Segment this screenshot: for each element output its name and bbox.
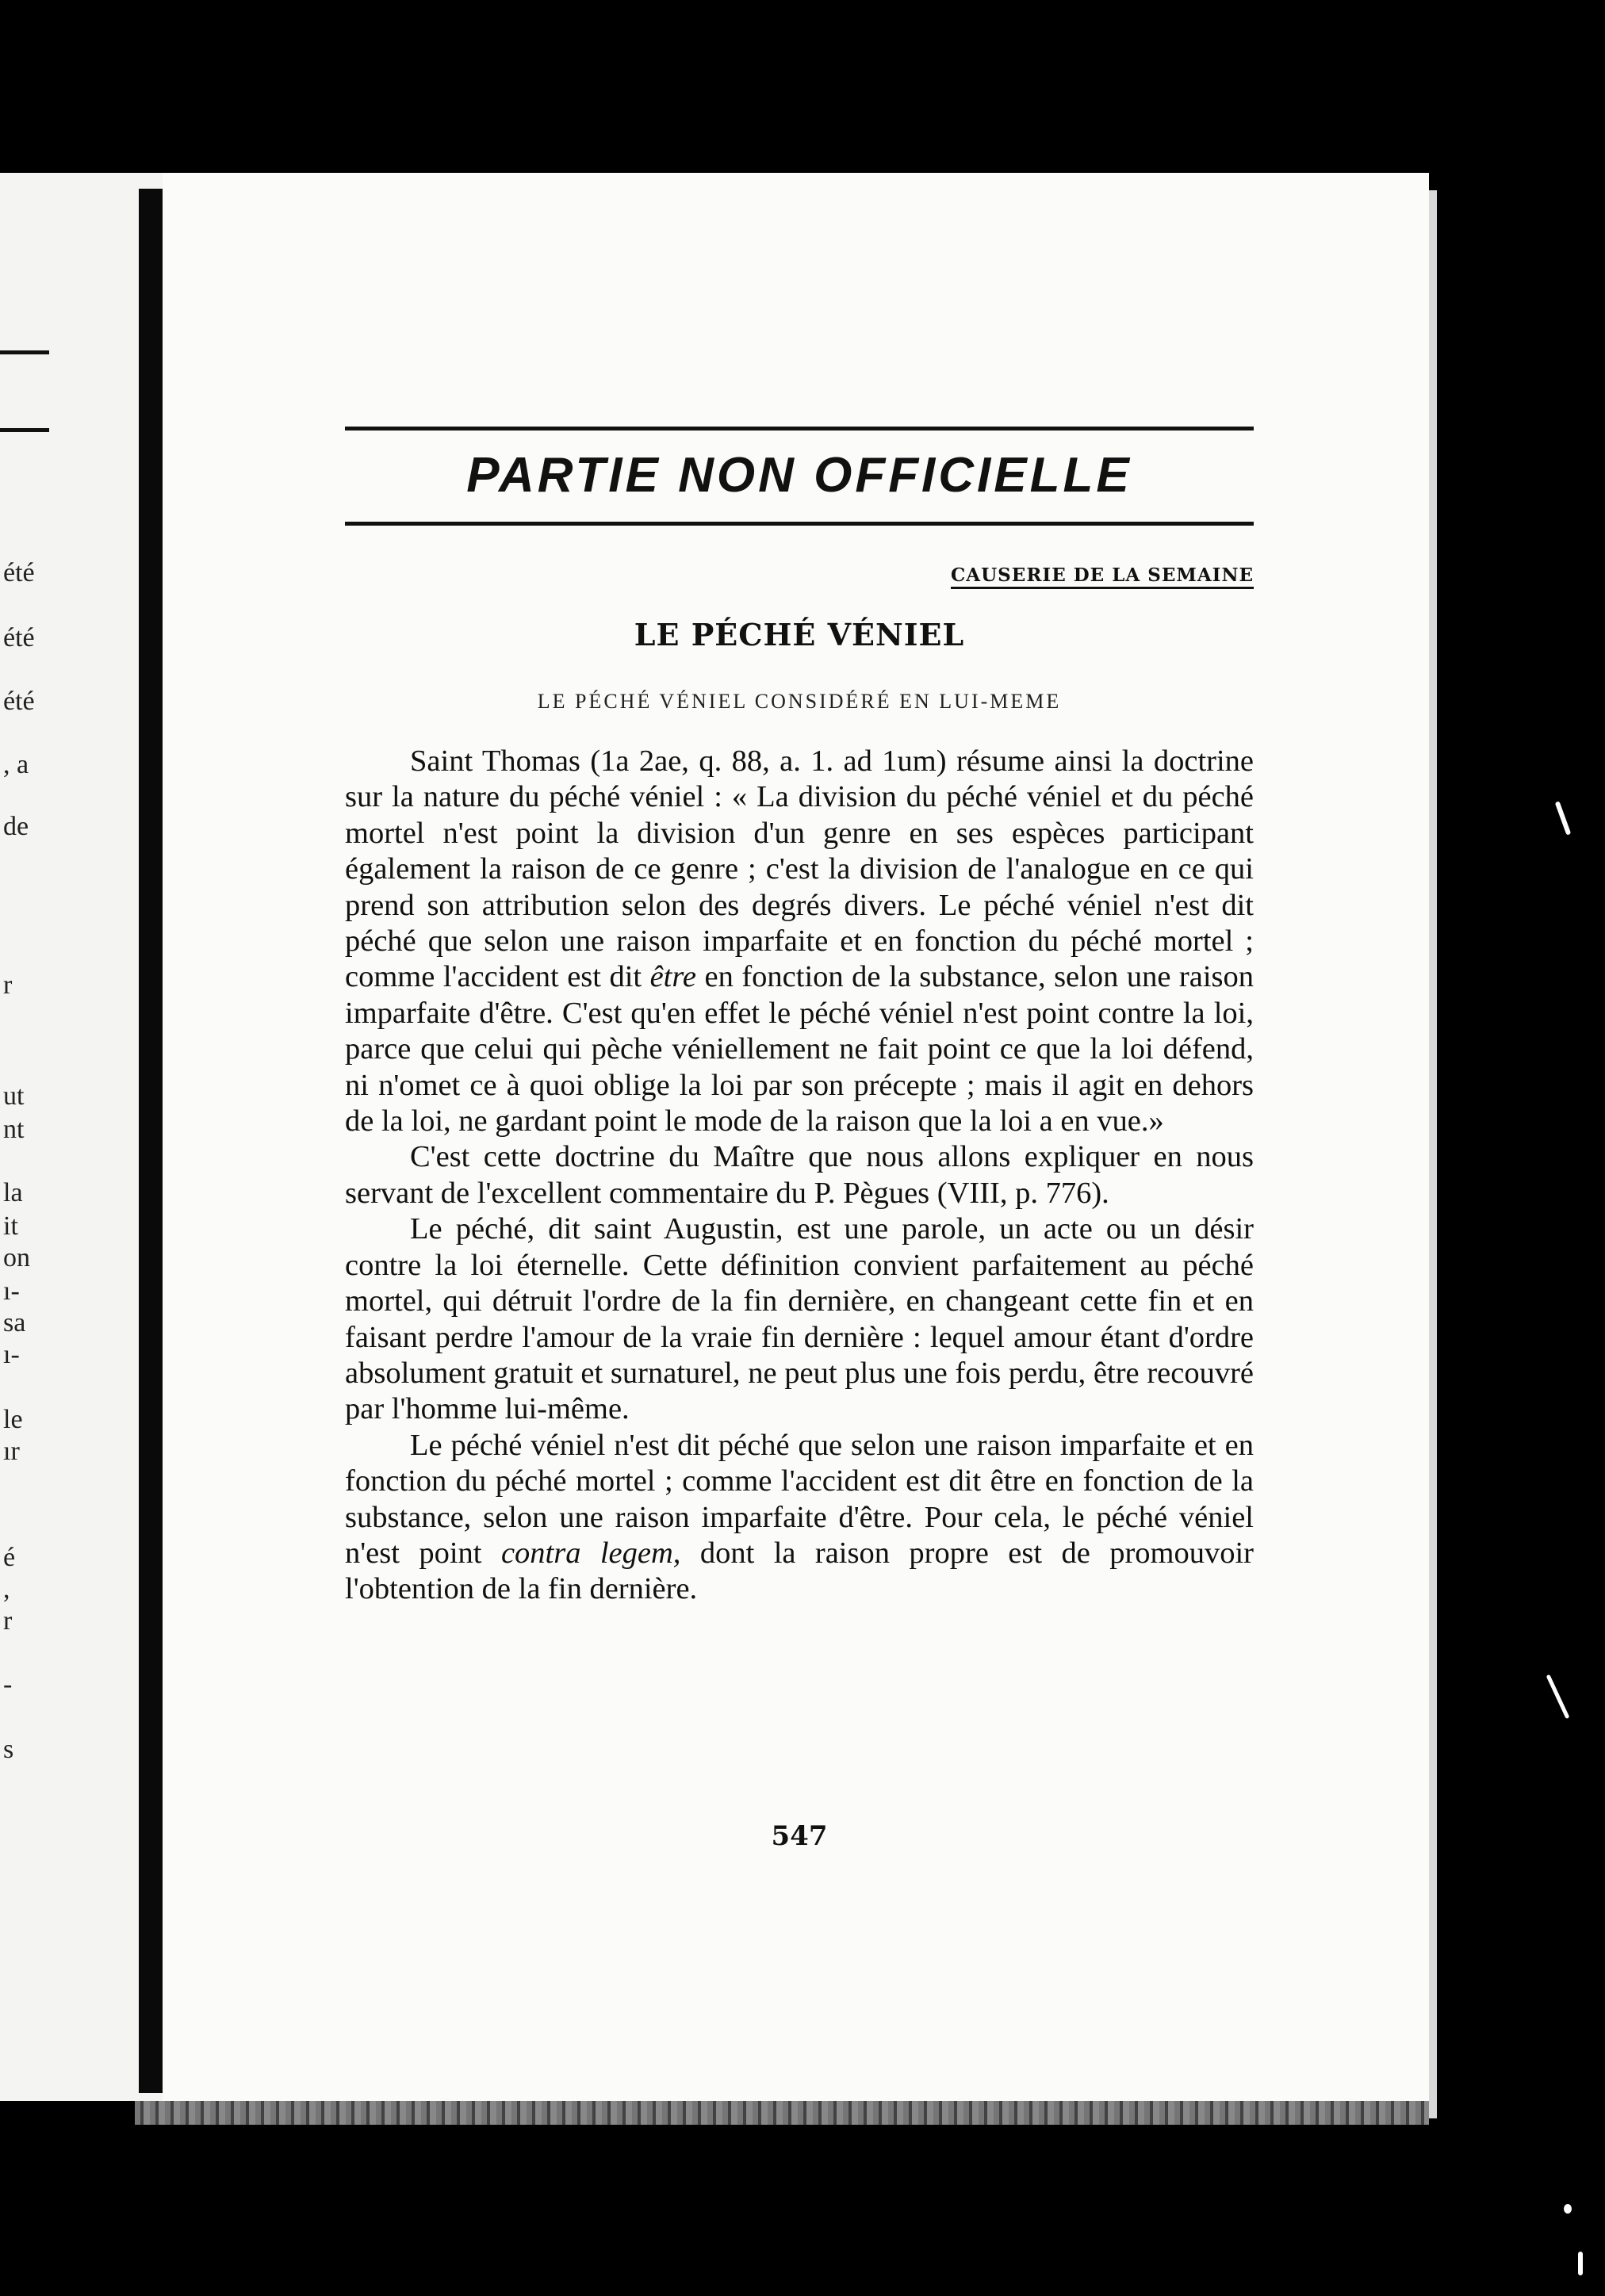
italic-word: être — [649, 960, 697, 994]
facing-page-fragment: on — [3, 1243, 30, 1272]
scan-artifact — [1546, 1674, 1570, 1719]
facing-page-fragment: é — [3, 1543, 16, 1572]
facing-page-fragment: le — [3, 1405, 23, 1434]
facing-page-fragment: de — [3, 812, 29, 841]
facing-page-fragment: r — [3, 1606, 13, 1636]
facing-page-fragment: ı- — [3, 1340, 20, 1369]
facing-page-fragment: été — [3, 623, 35, 652]
article-title: LE PÉCHÉ VÉNIEL — [634, 617, 965, 652]
facing-page-fragment: , — [3, 1575, 10, 1604]
article-subtitle: LE PÉCHÉ VÉNIEL CONSIDÉRÉ EN LUI-MEME — [537, 690, 1062, 713]
paragraph: C'est cette doctrine du Maître que nous allons expliquer en nous servant de l'excellent commentaire du P. Pègues (VIII, p. 776). — [345, 1140, 1254, 1210]
scan-artifact — [1564, 2204, 1572, 2214]
facing-page-fragment: ut — [3, 1081, 25, 1111]
facing-page-rule — [0, 428, 49, 432]
page-edge — [1429, 190, 1437, 2118]
scan-artifact — [1555, 801, 1572, 835]
book-binding-gutter — [139, 189, 163, 2093]
facing-page-fragment: , a — [3, 750, 29, 779]
paragraph-text: dont la raison propre est de promouvoir l'obtention de la fin dernière. — [345, 1536, 1254, 1606]
facing-page-fragment: s — [3, 1735, 14, 1764]
paragraph-text: Le péché véniel n'est dit péché que selon une raison imparfaite et en fonction du péché mortel ; comme l'accident est dit être en fonction de la substance, selon une raison imparfaite d'être. Pour cela, le péché véniel n'est point — [345, 1428, 1254, 1570]
header-rule-bottom — [345, 522, 1254, 526]
scan-artifact — [1578, 2252, 1583, 2275]
section-heading: PARTIE NON OFFICIELLE — [466, 448, 1132, 503]
facing-page-fragment: été — [3, 687, 35, 716]
paragraph: Le péché, dit saint Augustin, est une parole, un acte ou un désir contre la loi éternelle. Cette définition convient parfaitement au péché mortel, qui détruit l'ordre de la fin dernière, en changeant cette fin et en faisant perdre l'amour de la vraie fin dernière : lequel amour étant d'ordre absolument gratuit et surnaturel, ne peut plus une fois perdu, être recouvré par l'homme lui-même. — [345, 1212, 1254, 1426]
facing-page-fragment: it — [3, 1211, 18, 1241]
page-bottom-edge — [135, 2101, 1429, 2125]
paragraph — [345, 744, 1254, 1139]
page-number: 547 — [771, 1820, 828, 1852]
article-body — [345, 744, 1254, 1608]
facing-page-fragment: ır — [3, 1437, 20, 1466]
italic-phrase: contra legem, — [500, 1536, 681, 1570]
facing-page-fragment: été — [3, 558, 35, 587]
facing-page-fragment: la — [3, 1178, 23, 1207]
facing-page-fragment: ı- — [3, 1276, 20, 1306]
facing-page-fragment: r — [3, 970, 13, 1000]
facing-page-rule — [0, 350, 49, 354]
header-rule-top — [345, 427, 1254, 430]
facing-page-fragment: sa — [3, 1308, 26, 1337]
paragraph-text: Saint Thomas (1a 2ae, q. 88, a. 1. ad 1um) résume ainsi la doctrine sur la nature du péché véniel : « La division du péché véniel et du péché mortel n'est point la division d'un genre en ses espèces participant également la raison de ce genre ; c'est la division de l'analogue en ce qui prend son attribution selon des degrés divers. Le péché véniel n'est dit péché que selon une raison imparfaite et en fonction du péché mortel ; comme l'accident est dit — [345, 744, 1254, 994]
facing-page-fragment: nt — [3, 1115, 25, 1144]
paragraph-text: en fonction de la substance, selon une raison imparfaite d'être. C'est qu'en effet le péché véniel n'est point contre la loi, parce que celui qui pèche véniellement ne fait point ce que la loi défend, ni n'omet ce à quoi oblige la loi par son précepte ; mais il agit en dehors de la loi, ne gardant point le mode de la raison que la loi a en vue.» — [345, 960, 1255, 1138]
column-label: CAUSERIE DE LA SEMAINE — [951, 566, 1254, 589]
paragraph — [345, 1428, 1254, 1608]
facing-page-fragment: - — [3, 1670, 13, 1699]
